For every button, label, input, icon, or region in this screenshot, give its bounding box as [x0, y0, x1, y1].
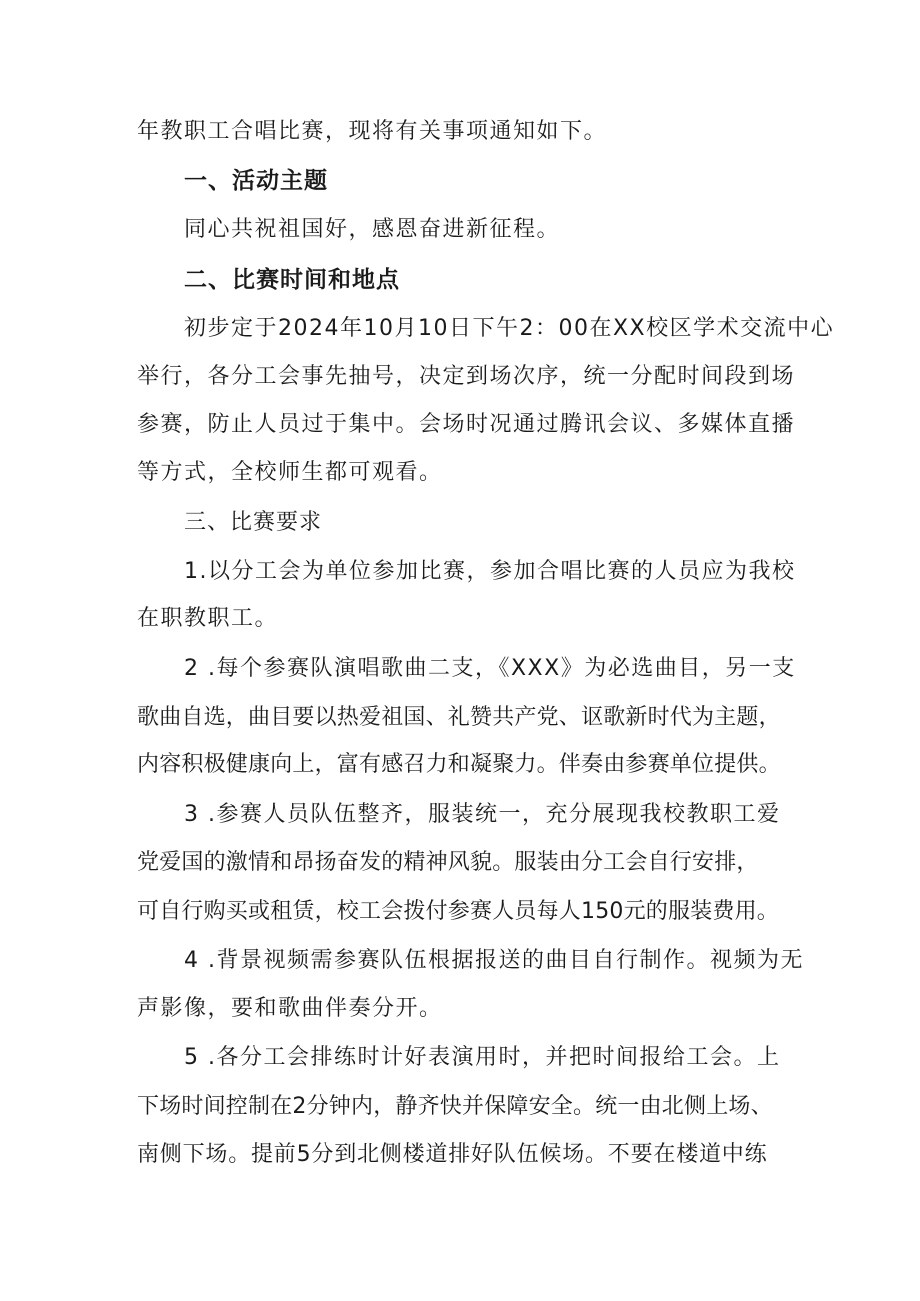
- paragraph-line: 在职教职工。: [137, 606, 279, 631]
- paragraph-line: 初步定于2024年10月10日下午2：00在XX校区学术交流中心: [184, 316, 835, 341]
- paragraph-line: 2 .每个参赛队演唱歌曲二支，《XXX》为必选曲目，另一支: [184, 656, 796, 681]
- paragraph-line: 可自行购买或租赁，校工会拨付参赛人员每人150元的服装费用。: [137, 899, 779, 924]
- paragraph-line: 同心共祝祖国好，感恩奋进新征程。: [184, 217, 561, 242]
- paragraph-line: 下场时间控制在2分钟内，静齐快并保障安全。统一由北侧上场、: [137, 1094, 773, 1119]
- paragraph-line: 4 .背景视频需参赛队伍根据报送的曲目自行制作。视频为无: [184, 948, 804, 973]
- paragraph-line: 参赛，防止人员过于集中。会场时况通过腾讯会议、多媒体直播: [137, 412, 796, 437]
- paragraph-line: 举行，各分工会事先抽号，决定到场次序，统一分配时间段到场: [137, 364, 796, 389]
- section-heading-theme: 一、活动主题: [184, 168, 328, 194]
- paragraph-line: 3 .参赛人员队伍整齐，服装统一，充分展现我校教职工爱: [184, 802, 781, 827]
- paragraph-line: 5 .各分工会排练时计好表演用时，并把时间报给工会。上: [184, 1045, 781, 1070]
- section-heading-time-place: 二、比赛时间和地点: [184, 267, 400, 293]
- paragraph-line: 声影像，要和歌曲伴奏分开。: [137, 996, 443, 1021]
- paragraph-line: 歌曲自选，曲目要以热爱祖国、礼赞共产党、讴歌新时代为主题，: [137, 705, 781, 730]
- paragraph-line: 1.以分工会为单位参加比赛，参加合唱比赛的人员应为我校: [184, 559, 796, 584]
- section-heading-requirements: 三、比赛要求: [184, 510, 323, 535]
- paragraph-line: 年教职工合唱比赛，现将有关事项通知如下。: [137, 119, 608, 144]
- paragraph-line: 等方式，全校师生都可观看。: [137, 460, 443, 485]
- paragraph-line: 党爱国的激情和昂扬奋发的精神风貌。服装由分工会自行安排，: [137, 850, 759, 875]
- paragraph-line: 南侧下场。提前5分到北侧楼道排好队伍候场。不要在楼道中练: [137, 1142, 768, 1167]
- paragraph-line: 内容积极健康向上，富有感召力和凝聚力。伴奏由参赛单位提供。: [137, 752, 781, 777]
